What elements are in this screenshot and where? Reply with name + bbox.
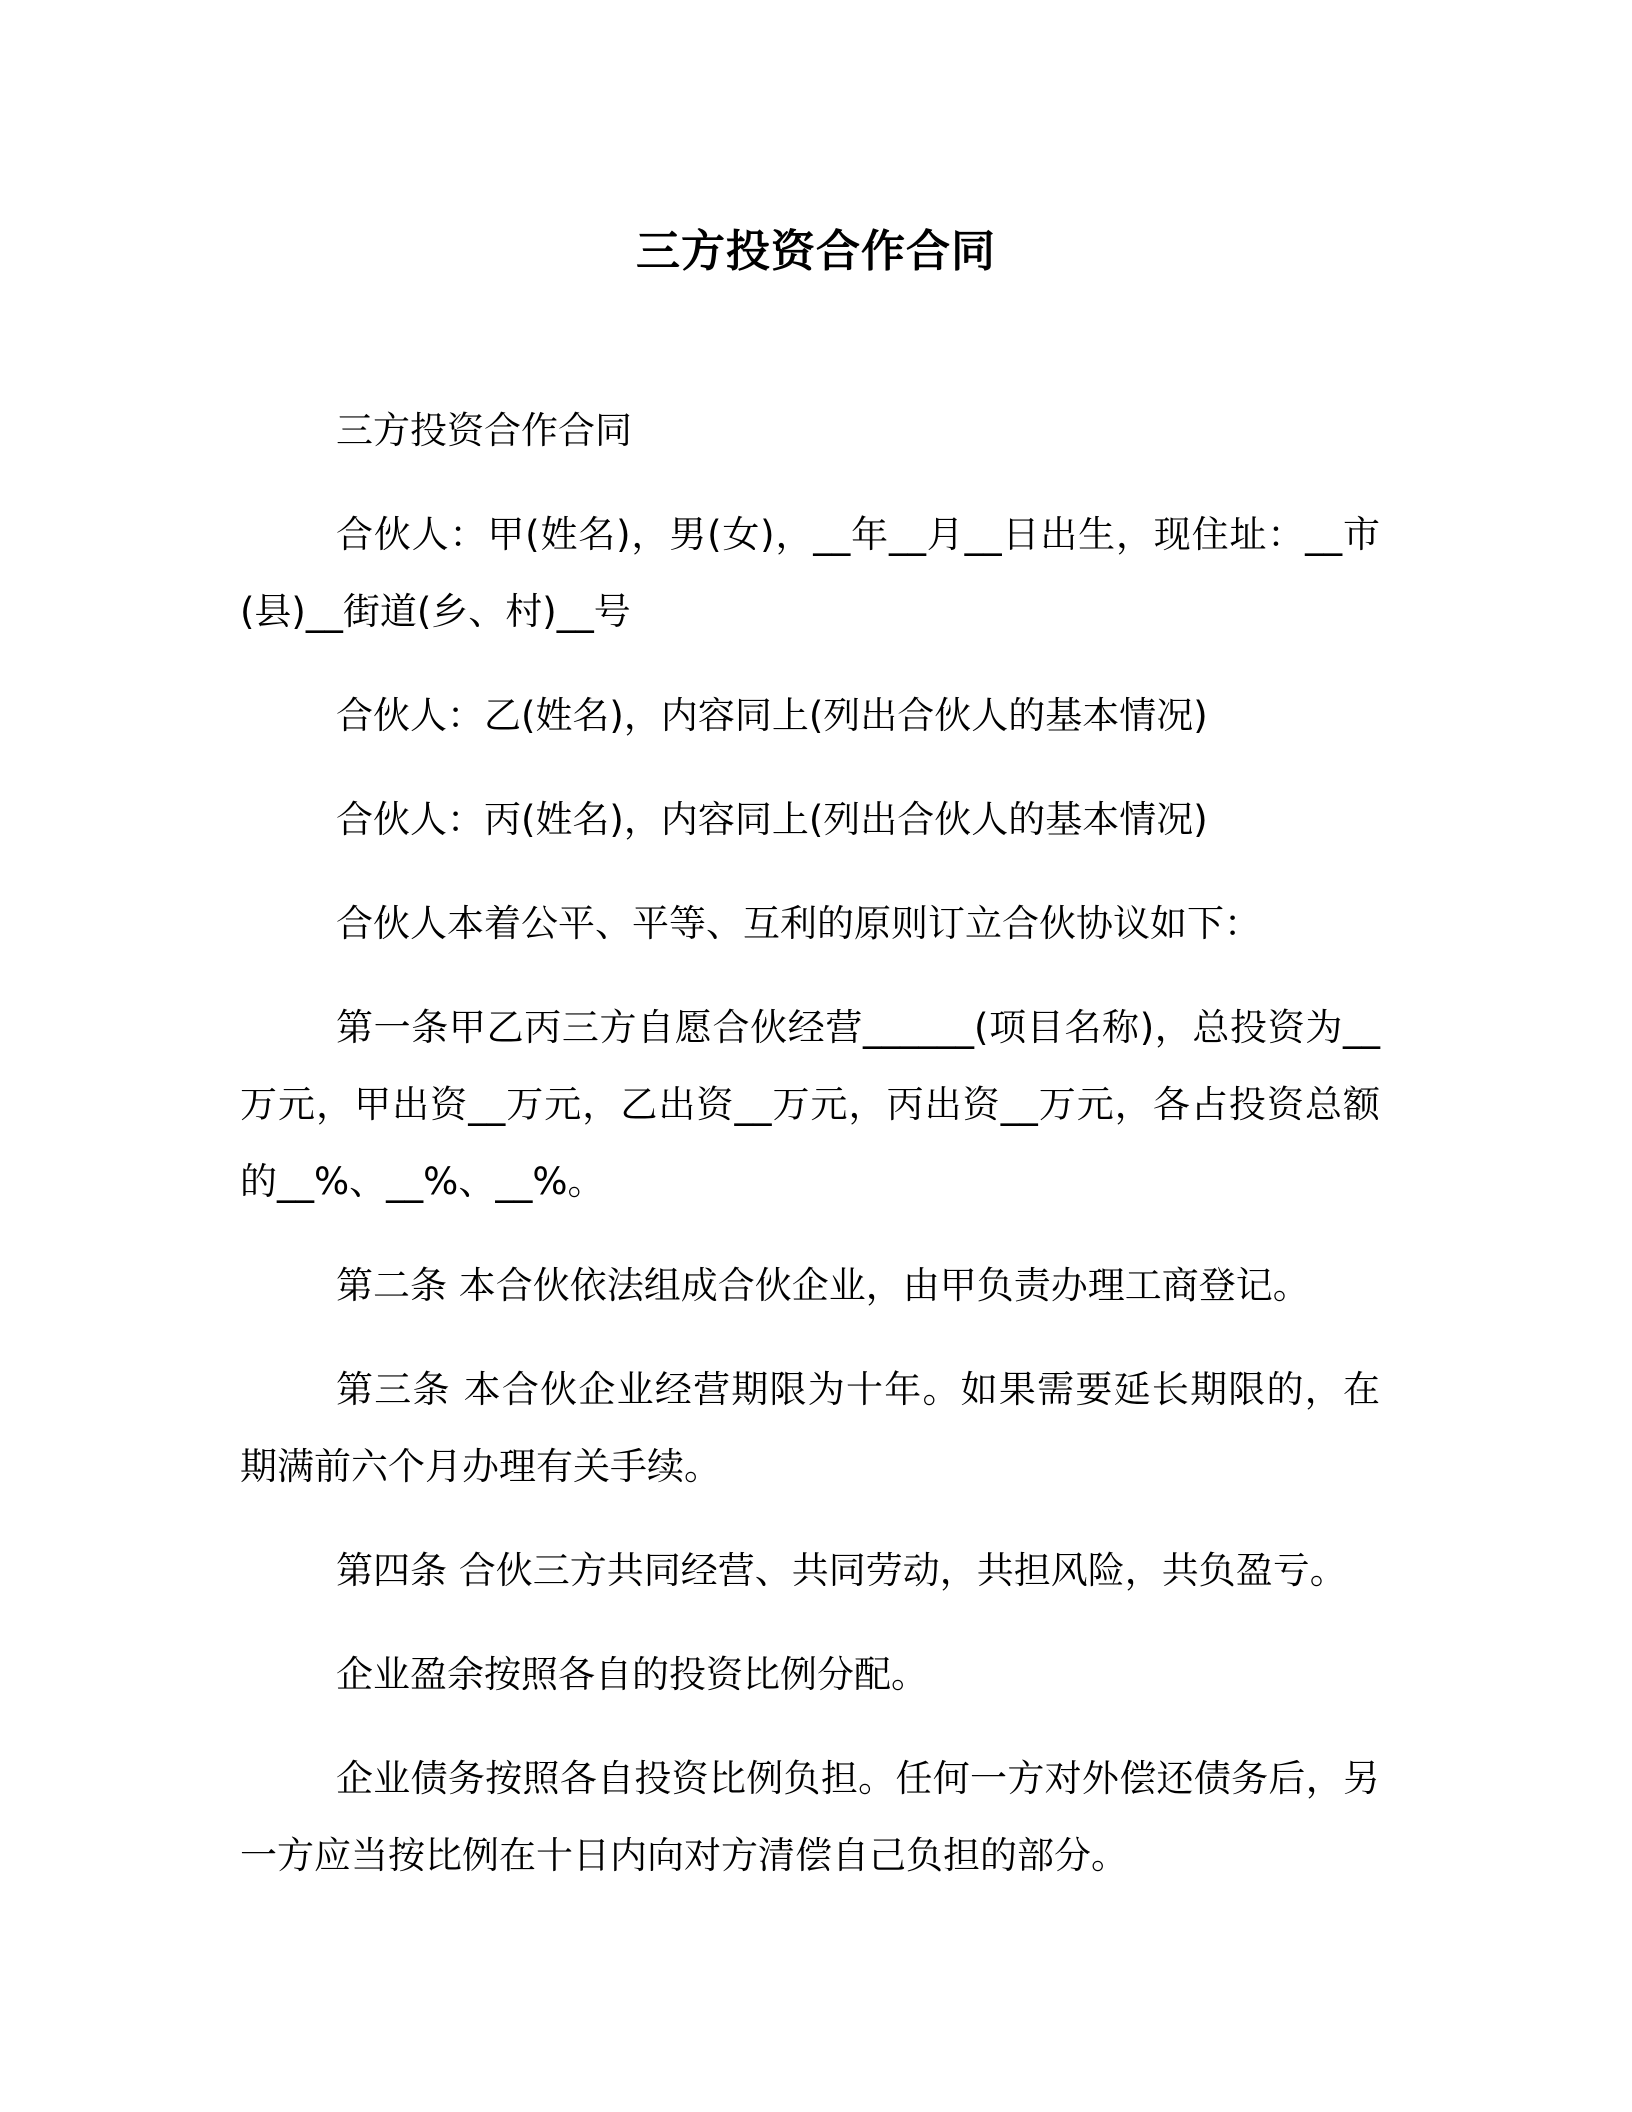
paragraph-profit-distribution: 企业盈余按照各自的投资比例分配。	[336, 1653, 928, 1696]
paragraph-article-3: 第三条 本合伙企业经营期限为十年。如果需要延长期限的，在期满前六个月办理有关手续。	[240, 1368, 1380, 1488]
paragraph-subtitle: 三方投资合作合同	[336, 409, 632, 452]
paragraph-partner-b: 合伙人：乙(姓名)，内容同上(列出合伙人的基本情况)	[336, 694, 1208, 737]
paragraph-article-2: 第二条 本合伙依法组成合伙企业，由甲负责办理工商登记。	[336, 1264, 1310, 1307]
document-title: 三方投资合作合同	[636, 226, 996, 277]
paragraph-partner-a: 合伙人：甲(姓名)，男(女)，__年__月__日出生，现住址：__市(县)__街道(乡、村)__号	[240, 513, 1380, 633]
paragraph-article-1: 第一条甲乙丙三方自愿合伙经营______(项目名称)，总投资为__万元，甲出资__万元，乙出资__万元，丙出资__万元，各占投资总额的__%、__%、__%。	[240, 1006, 1380, 1203]
paragraph-debt-liability: 企业债务按照各自投资比例负担。任何一方对外偿还债务后，另一方应当按比例在十日内向对方清偿自己负担的部分。	[240, 1757, 1380, 1877]
paragraph-article-4: 第四条 合伙三方共同经营、共同劳动，共担风险，共负盈亏。	[336, 1549, 1347, 1592]
paragraph-partner-c: 合伙人：丙(姓名)，内容同上(列出合伙人的基本情况)	[336, 798, 1208, 841]
paragraph-preamble: 合伙人本着公平、平等、互利的原则订立合伙协议如下：	[336, 902, 1261, 945]
document-body	[240, 392, 1380, 1921]
